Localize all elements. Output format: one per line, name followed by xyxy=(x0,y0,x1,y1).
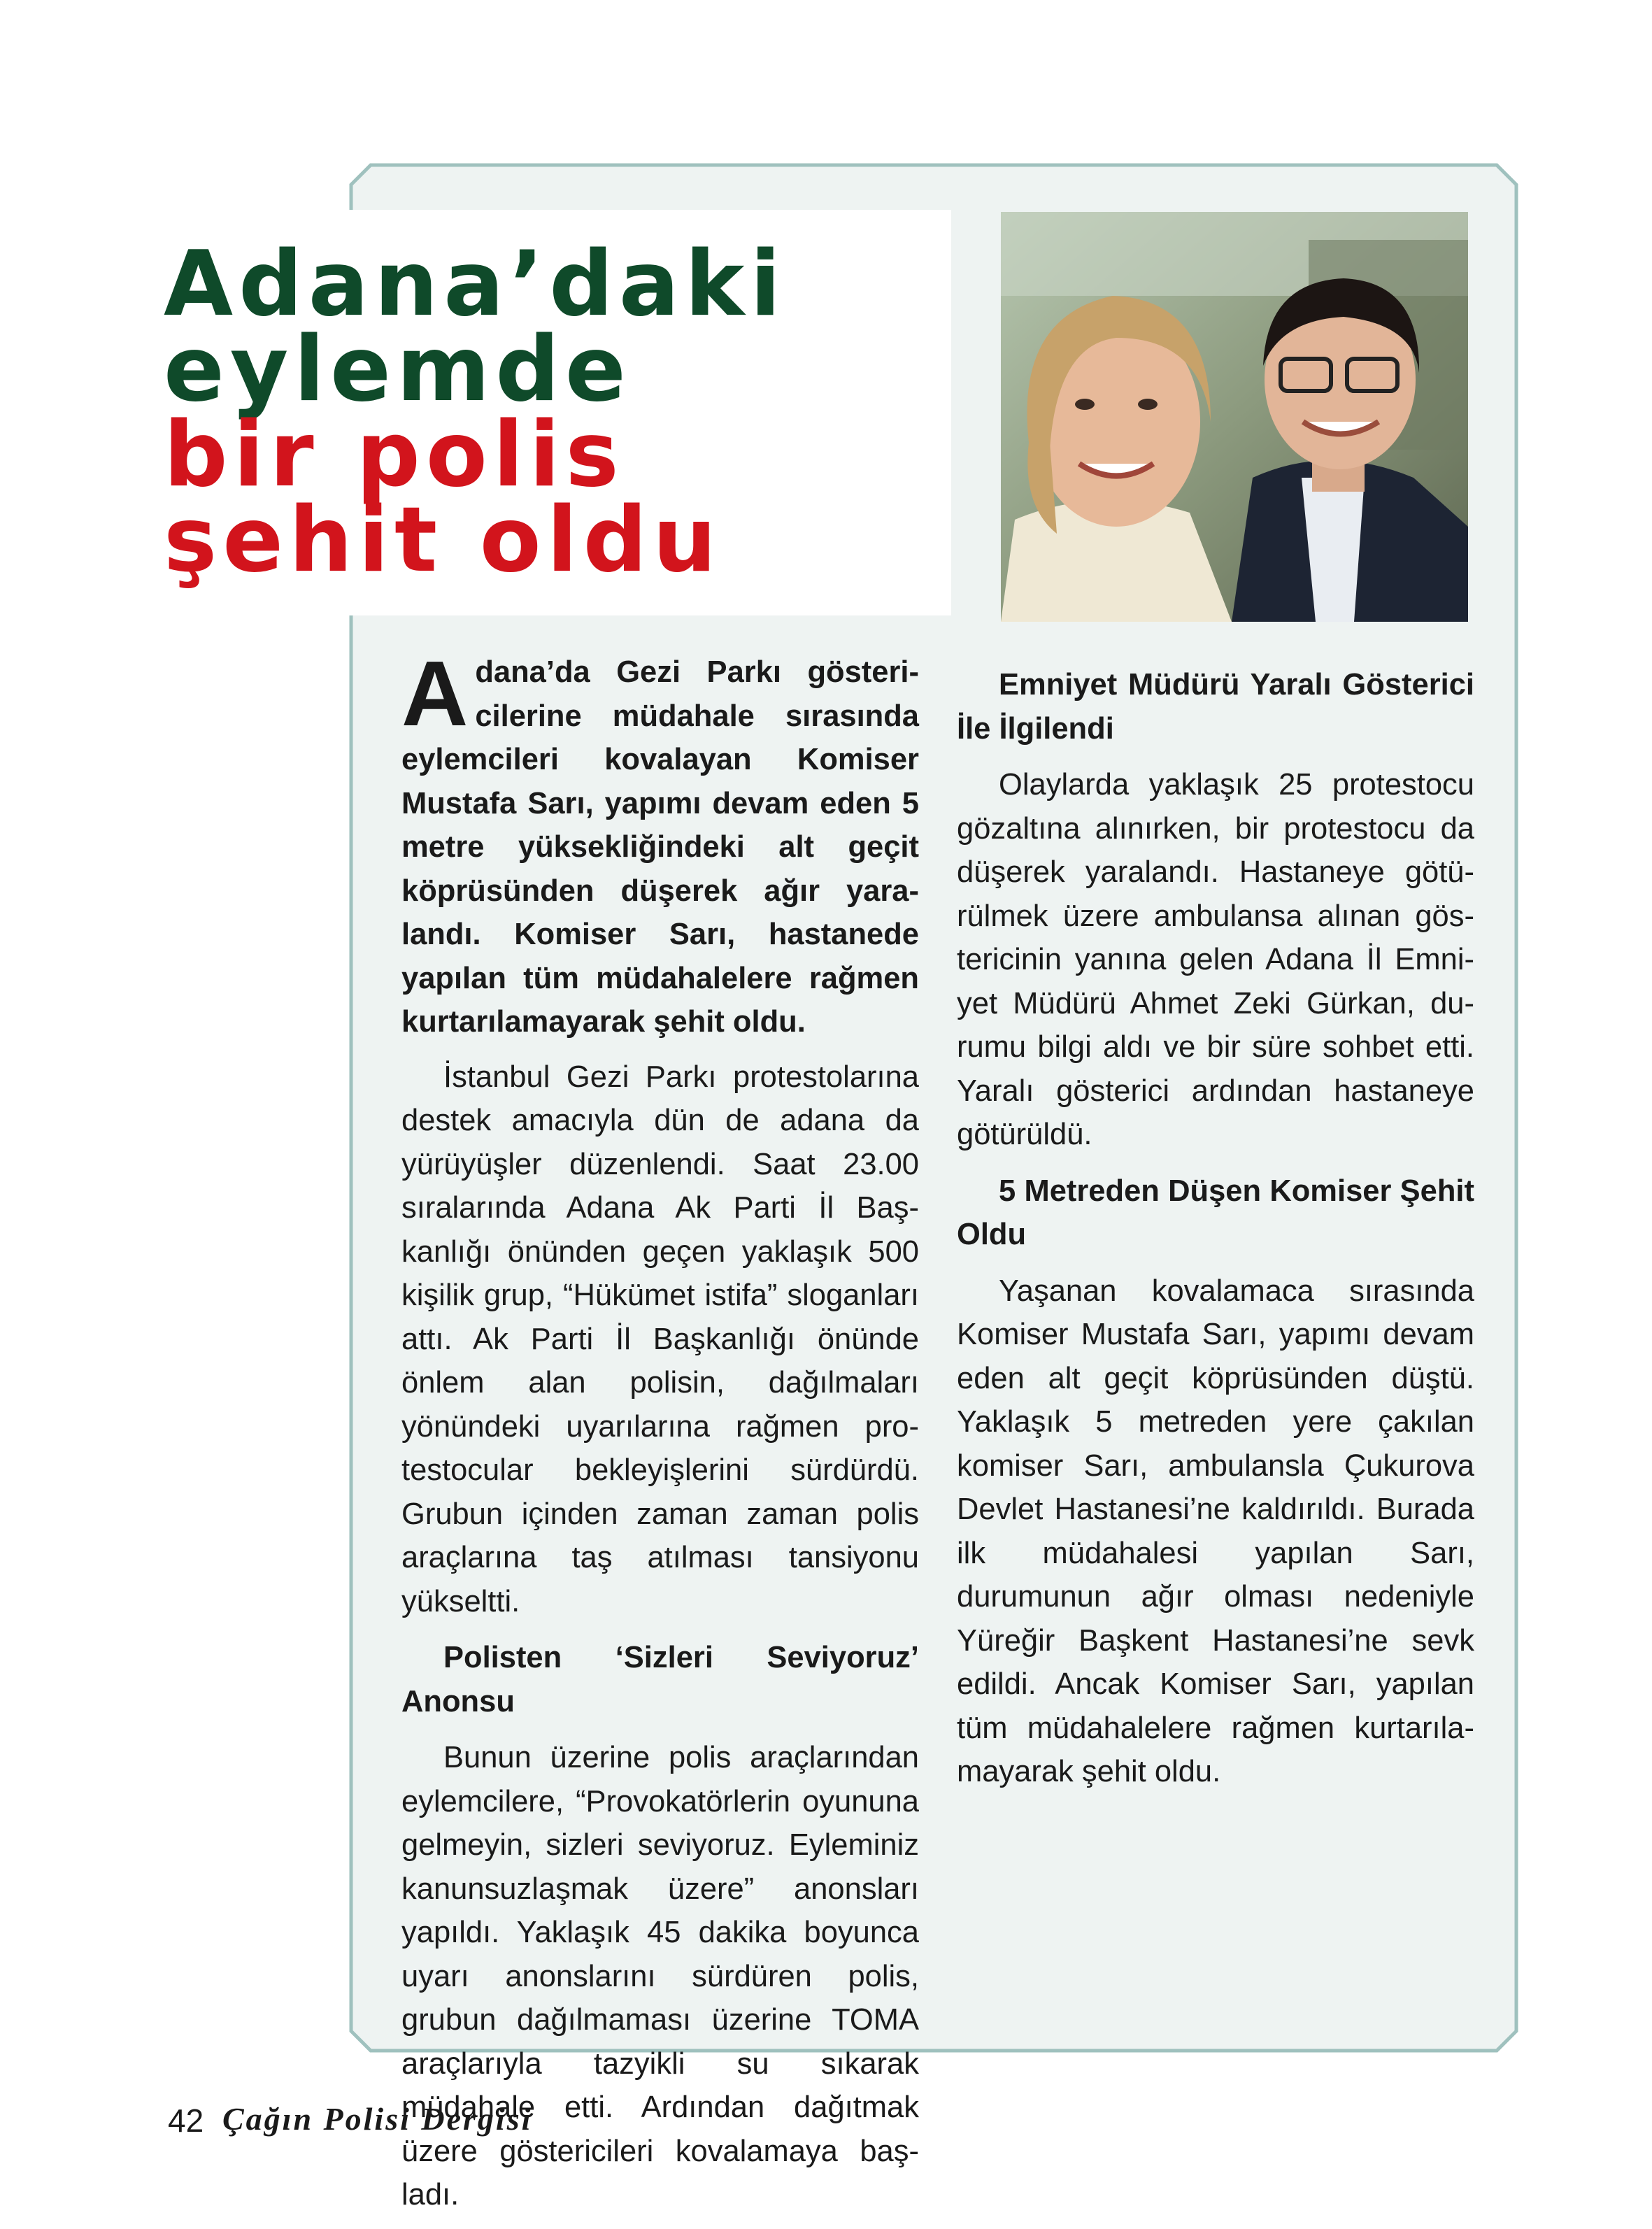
couple-photo xyxy=(1001,212,1468,622)
subheading-3: 5 Metreden Düşen Komiser Şehit Oldu xyxy=(957,1174,1474,1251)
magazine-name: Çağın Polisi Dergisi xyxy=(222,2101,533,2137)
subheading-2: Emniyet Müdürü Yaralı Gösterici İle İlgilendi xyxy=(957,668,1474,746)
headline-line-2: eylemde xyxy=(164,318,632,422)
lead-text: dana’da Gezi Parkı göstericilerine müdahale sırasında eylemcileri kovalayan Komiser Mustafa Sarı, yapımı devam eden 5 metre yüksekliğindeki alt geçit köprüsünden düşerek ağır yaralandı. Komiser Sarı, hastanede yapılan tüm müdahalelere rağmen kurtarılamayarak şehit oldu. xyxy=(401,655,919,1039)
subheading-1: Polisten ‘Sizleri Seviyoruz’ Anonsu xyxy=(401,1641,919,1718)
headline-line-3: bir polis xyxy=(164,403,625,507)
headline-line-1: Adana’daki xyxy=(164,232,787,336)
body-paragraph-2: Bunun üzerine polis araçlarından eylemcilere, “Provokatörlerin oyununa gelmeyin, sizleri seviyoruz. Eyleminiz kanunsuzlaşmak üzere” anonsları yapıldı. Yaklaşık 45 dakika boyunca uyarı anonslarını sürdüren polis, grubun dağılmaması üzerine TOMA araçlarıyla tazyikli su sıkarak müdahale etti. Ardından dağıtmak üzere göstericileri kovalamaya başladı. xyxy=(401,1741,919,2212)
body-paragraph-4: Yaşanan kovalamaca sırasında Komiser Mustafa Sarı, yapımı devam eden alt geçit köprüsünden düştü. Yaklaşık 5 metreden yere çakılan komiser Sarı, ambulansla Çukurova Devlet Hastanesi’ne kaldırıldı. Burada ilk müdahalesi yapılan Sarı, durumunun ağır olması nedeniyle Yüreğir Başkent Hastanesi’ne sevk edildi. Ancak Komiser Sarı, yapılan tüm müdahalelere rağmen kurtarılamayarak şehit oldu. xyxy=(957,1274,1474,1788)
page-number: 42 xyxy=(168,2102,204,2139)
drop-cap: A xyxy=(401,642,469,745)
headline-box xyxy=(152,210,951,615)
body-paragraph-3: Olaylarda yaklaşık 25 protestocu gözaltına alınırken, bir protestocu da düşerek yaralandı. Hastaneye götürülmek üzere ambulansa alınan göstericinin yanına gelen Adana İl Emniyet Müdürü Ahmet Zeki Gürkan, durumu bilgi aldı ve bir süre sohbet etti. Yaralı gösterici ardından hastaneye götürüldü. xyxy=(957,768,1474,1151)
lead-paragraph xyxy=(401,642,919,1044)
headline-line-4: şehit oldu xyxy=(164,488,722,592)
body-paragraph-1: İstanbul Gezi Parkı protestolarına destek amacıyla dün de adana da yürüyüşler düzenlendi. Saat 23.00 sıralarında Adana Ak Parti İl Başkanlığı önünden geçen yaklaşık 500 kişilik grup, “Hükümet istifa” sloganları attı. Ak Parti İl Başkanlığı önünde önlem alan polisin, dağılmaları yönündeki uyarılarına rağmen protestocular bekleyişlerini sürdürdü. Grubun içinden zaman zaman polis araçlarına taş atılması tansiyonu yükseltti. xyxy=(401,1060,919,1618)
article-column-2 xyxy=(957,650,1474,1794)
article-column-1 xyxy=(401,642,919,2217)
